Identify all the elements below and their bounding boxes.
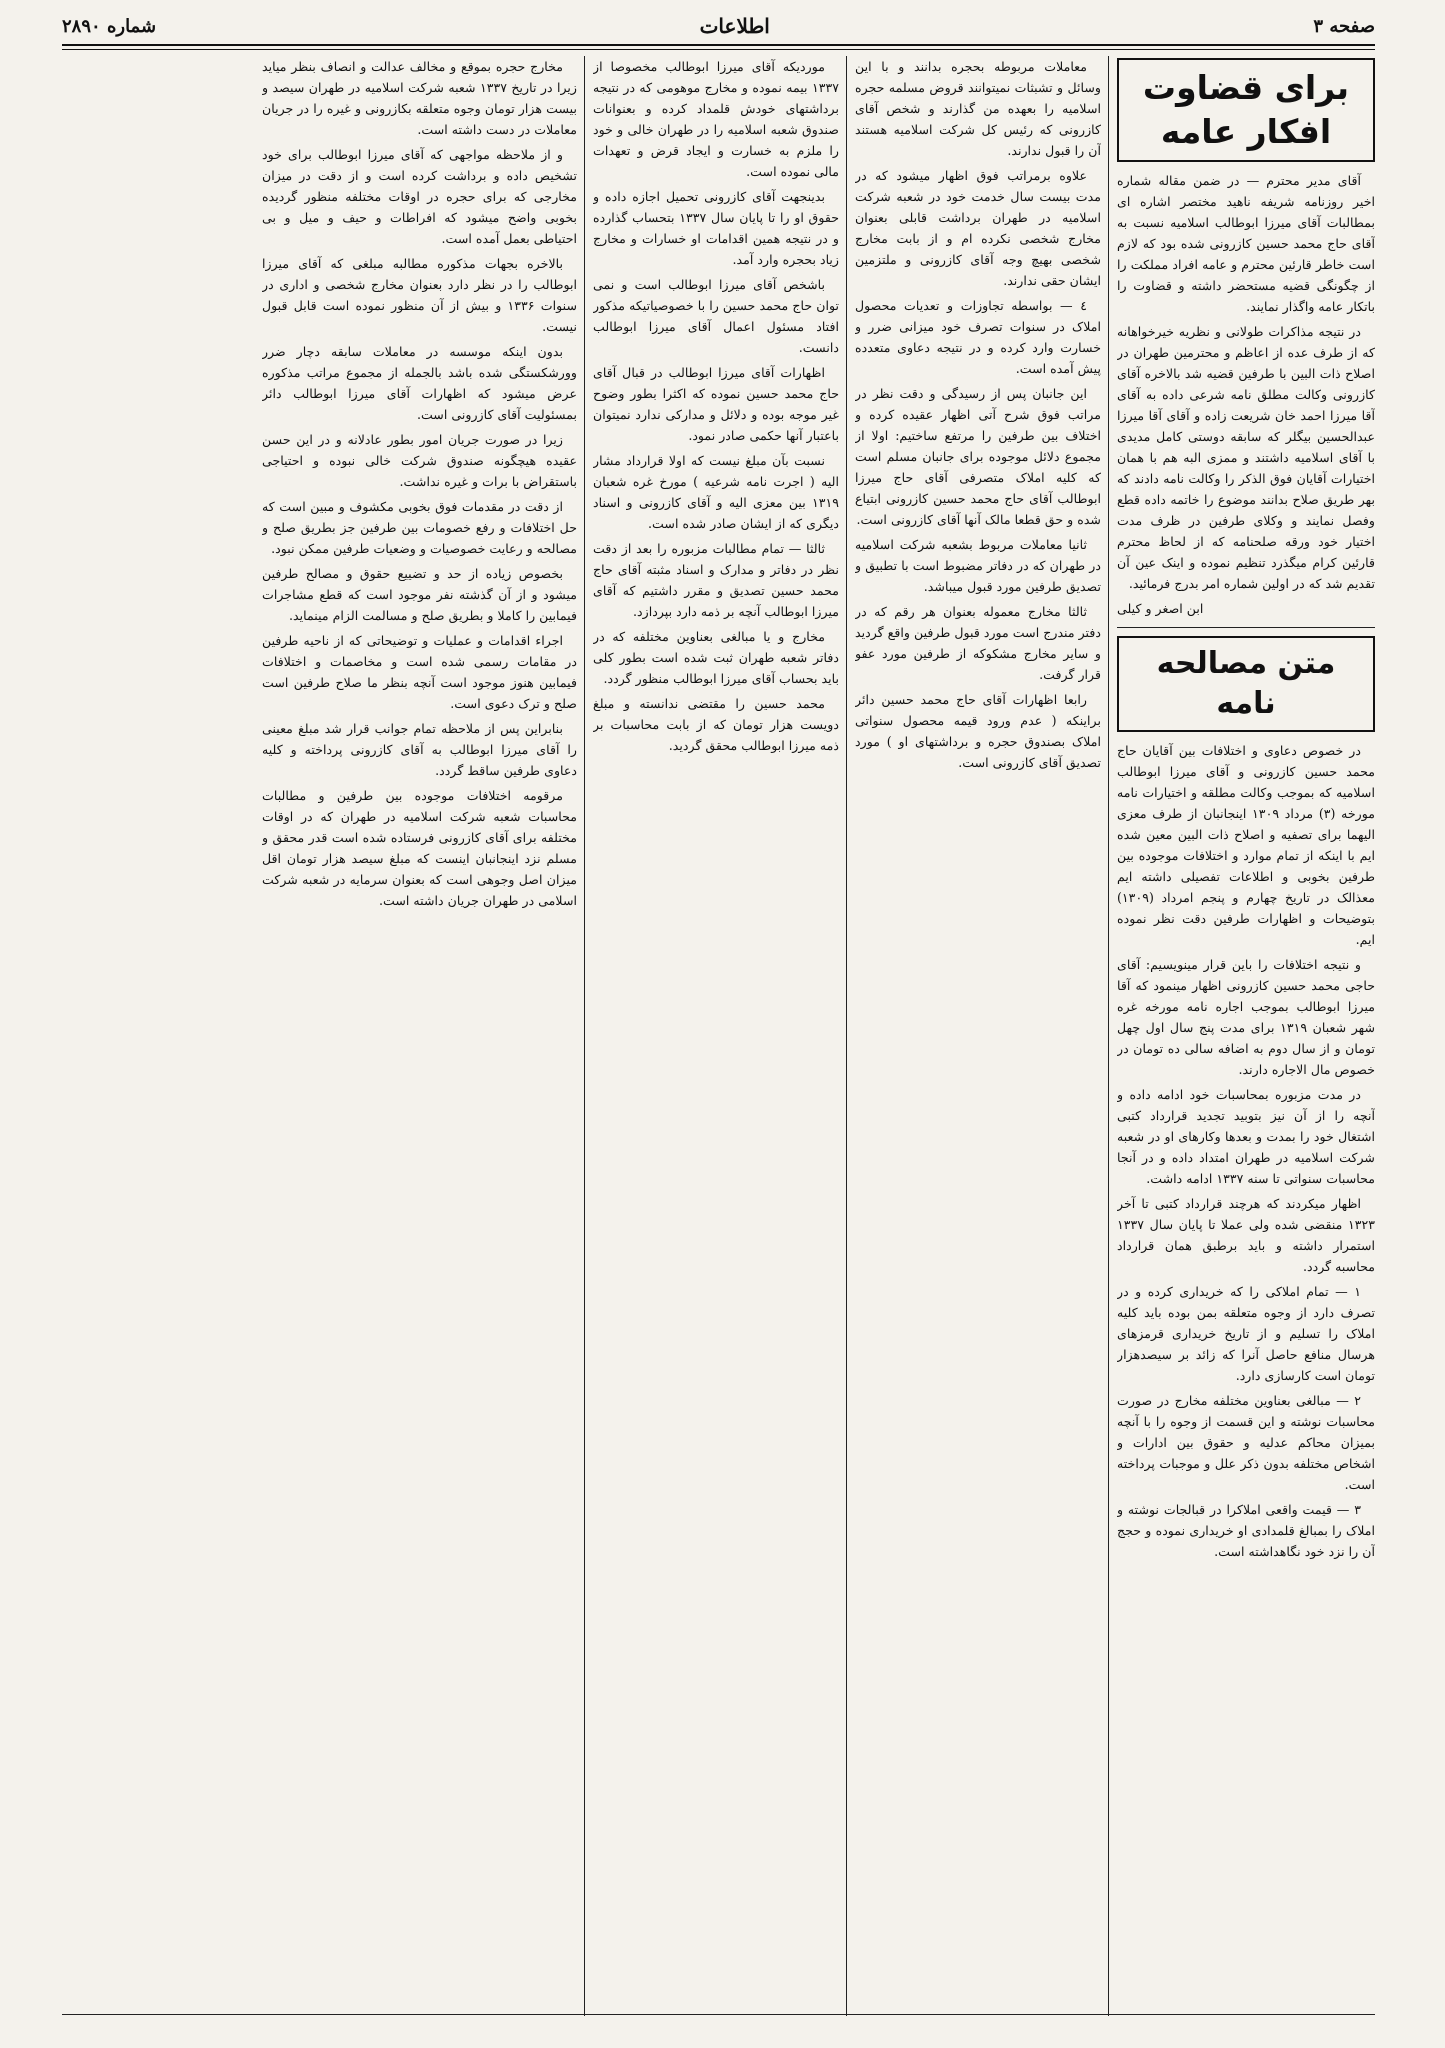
article-4-paragraph: نسبت بآن مبلغ نیست که اولا قرارداد مشار الیه ( اجرت نامه شرعیه ) مورخ غره شعبان ۱۳۱۹ بین معزی الیه و آقای کازرونی و اسناد دیگری که از ایشان صادر شده است. [593,453,839,531]
article-3-paragraph: این جانبان پس از رسیدگی و دقت نظر در مراتب فوق شرح آتی اظهار عقیده کرده و اختلاف بین طرفین را مرتفع ساختیم: اولا از مجموع دلائل موجوده برای جانبان مسلم است که کلیه املاک متصرفی آقای حاج میرزا ابوطالب آقای حاج محمد حسین کازرونی ابتیاع شده و حق قطعا مالک آنها آقای کازرونی است. [855,386,1101,527]
article-4-paragraph: مخارج و یا مبالغی بعناوین مختلفه که در دفاتر شعبه طهران ثبت شده است بطور کلی باید بحساب آقای میرزا ابوطالب منظور گردد. [593,629,839,686]
footer-rule [62,2014,1375,2015]
article-1-paragraph: آقای مدیر محترم — در ضمن مقاله شماره اخیر روزنامه شریفه ناهید مختصر اشاره ای بمطالبات آقای میرزا ابوطالب اسلامیه نسبت به آقای حاج محمد حسین کازرونی شده بود که لازم است خاطر قارئین محترم و عامه افراد مملکت را از چگونگی قضیه مستحضر داشته و قضاوت را باتکار عامه واگذار نمایند. [1117,173,1375,314]
article-5-paragraph: مخارج حجره بموقع و مخالف عدالت و انصاف بنظر میاید زیرا در تاریخ ۱۳۳۷ شعبه شرکت اسلامیه در طهران سیصد و بیست هزار تومان وجوه متعلقه بکازرونی و غیره را در جریان معاملات در دست داشته است. [262,59,577,137]
article-1-signature: ابن اصغر و کیلی [1117,601,1204,616]
header-rule-thin [62,49,1375,50]
article-2-paragraph: ۳ — قیمت واقعی املاکرا در قبالجات نوشته و املاک را بمبالغ قلمدادی او خریداری نموده و حجج آن را نزد خود نگاهداشته است. [1117,1502,1375,1559]
article-5-paragraph: اجراء اقدامات و عملیات و توضیحاتی که از ناحیه طرفین در مقامات رسمی شده است و مخاصمات و اختلافات فیمابین هنوز موجود است آنچه بنظر ما صلاح طرفین است صلح و ترک دعوی است. [262,633,577,711]
column-divider [1108,56,1109,2016]
column-2 [855,56,1101,2006]
article-3-paragraph: معاملات مربوطه بحجره بدانند و با این وسائل و تشبثات نمیتوانند قروض مسلمه حجره اسلامیه را بعهده من گذارند و شخص آقای کازرونی که رئیس کل شرکت اسلامیه هستند آن را قبول ندارند. [855,59,1101,158]
article-3-paragraph: رابعا اظهارات آقای حاج محمد حسین دائر براینکه ( عدم ورود قیمه محصول سنواتی املاک بصندوق حجره و برداشتهای او ) مورد تصدیق آقای کازرونی است. [855,692,1101,770]
article-5-paragraph: بخصوص زیاده از حد و تضییع حقوق و مصالح طرفین میشود و از آن گذشته نفر موجود است که قطع مشاجرات فیمابین را کاملا و بطریق صلح و مسالمت الزام مینماید. [262,566,577,623]
column-3 [593,56,839,2006]
article-5-paragraph: بالاخره بجهات مذکوره مطالبه مبلغی که آقای میرزا ابوطالب را در نظر دارد بعنوان مخارج شخصی و اداری در سنوات ۱۳۳۶ و بیش از آن منظور نموده است قابل قبول نیست. [262,256,577,334]
article-2-title: متن مصالحه نامه [1117,636,1375,732]
article-5-paragraph: مرقومه اختلافات موجوده بین طرفین و مطالبات محاسبات شعبه شرکت اسلامیه در طهران که در اوقات مختلفه برای آقای کازرونی فرستاده شده است قدر محقق و مسلم نزد اینجانبان اینست که مبلغ سیصد هزار تومان اقل میزان اصل وجوهی است که بعنوان سرمایه در شعبه شرکت اسلامی در طهران جریان داشته است. [262,788,577,908]
column-1 [1117,56,1375,2006]
article-3-paragraph: ثانیا معاملات مربوط بشعبه شرکت اسلامیه در طهران که در دفاتر مضبوط است با تطبیق و تصدیق طرفین مورد قبول میباشد. [855,537,1101,594]
page-header [62,14,1375,38]
article-4-paragraph: محمد حسین را مقتضی ندانسته و مبلغ دویست هزار تومان که از بابت محاسبات بر ذمه میرزا ابوطالب محقق گردید. [593,696,839,753]
column-divider [584,56,585,2016]
article-2-paragraph: در مدت مزبوره بمحاسبات خود ادامه داده و آنچه را از آن نیز بتوبید تجدید قرارداد کتبی اشتغال خود را بمدت و بعدها وکارهای او در شعبه شرکت اسلامیه در طهران امتداد داده و در آنجا محاسبات سنواتی تا سنه ۱۳۳۷ ادامه داشت. [1117,1087,1375,1186]
article-4-paragraph: باشخص آقای میرزا ابوطالب است و نمی توان حاج محمد حسین را با خصوصیاتیکه مذکور افتاد مسئول اعمال آقای میرزا ابوطالب دانست. [593,277,839,355]
article-2-paragraph: در خصوص دعاوی و اختلافات بین آقایان حاج محمد حسین کازرونی و آقای میرزا ابوطالب اسلامیه که بموجب وکالت مطلقه و اختیارات نامه مورخه (۳) مرداد ۱۳۰۹ اینجانبان از طرف معزی الیهما برای تصفیه و اصلاح ذات البین معین شده ایم با اینکه از تمام موارد و اختلافات موجوده بین طرفین بخوبی و اطلاعات تفصیلی داشته ایم معذالک در تاریخ چهارم و پنجم امرداد (۱۳۰۹) بتوضیحات و اظهارات طرفین دقت نظر نموده ایم. [1117,743,1375,947]
article-5-paragraph: بدون اینکه موسسه در معاملات سابقه دچار ضرر وورشکستگی شده باشد بالجمله از مجموع مراتب مذکوره عرض میشود که اظهارات آقای میرزا ابوطالب دائر بمسئولیت آقای کازرونی است. [262,344,577,422]
article-4-paragraph: اظهارات آقای میرزا ابوطالب در قبال آقای حاج محمد حسین نموده که اکثرا بطور وضوح غیر موجه بوده و دلائل و مدارکی ندارد نمیتوان باعتبار آنها حکمی صادر نمود. [593,365,839,443]
article-4-paragraph: موردیکه آقای میرزا ابوطالب مخصوصا از ۱۳۳۷ بیمه نموده و مخارج موهومی که در نتیجه برداشتهای خودش قلمداد کرده و بعنوانات صندوق شعبه اسلامیه را در طهران خالی و خود را ملزم به خسارت و ایجاد قرض و تعهدات مالی نموده است. [593,59,839,179]
article-2-paragraph: و نتیجه اختلافات را باین قرار مینویسیم: آقای حاجی محمد حسین کازرونی اظهار مینمود که آقا میرزا ابوطالب بموجب اجاره نامه مورخه غره شهر شعبان ۱۳۱۹ برای مدت پنج سال اول چهل تومان و از سال دوم به اضافه سالی ده تومان در خصوص مال الاجاره دارند. [1117,957,1375,1077]
issue-number: شماره ۲۸۹۰ [62,15,157,37]
article-5-paragraph: بنابراین پس از ملاحظه تمام جوانب قرار شد مبلغ معینی را آقای میرزا ابوطالب به آقای کازرونی پرداخته و کلیه دعاوی طرفین ساقط گردد. [262,721,577,778]
article-4-paragraph: ثالثا — تمام مطالبات مزبوره را بعد از دقت نظر در دفاتر و مدارک و اسناد مثبته آقای حاج محمد حسین تصدیق و مقرر داشتیم که آقای میرزا ابوطالب آنچه بر ذمه دارد بپردازد. [593,541,839,619]
article-2-paragraph: ۲ — مبالغی بعناوین مختلفه مخارج در صورت محاسبات نوشته و این قسمت از وجوه را با آنچه بمیزان محاکم عدلیه و حقوق بین ادارات و اشخاص مختلفه بدون ذکر علل و موجبات پرداخته است. [1117,1393,1375,1492]
page-number: صفحه ۳ [1313,15,1375,37]
article-5-paragraph: زیرا در صورت جریان امور بطور عادلانه و در این حسن عقیده هیچگونه صندوق شرکت خالی نبوده و احتیاجی باستقراض با برات و غیره نداشت. [262,432,577,489]
article-1-paragraph: در نتیجه مذاکرات طولانی و نظریه خیرخواهانه که از طرف عده از اعاظم و محترمین طهران در اصلاح ذات البین با طرفین قضیه شد بالاخره آقای کازرونی وکالت مطلق نامه شرعی داده به آقای آقا میرزا احمد خان شریعت زاده و آقای آقا میرزا عبدالحسین بیگلر که سابقه دوستی کامل مدیدی با آقای اسلامیه داشتند و ممزی البه هم با همان اختیارات آقایان فوق الذکر را وکالت نامه دادند که بهر طریق صلاح بدانند موضوع را خاتمه داده قطع وفصل نمایند و وکلای طرفین در ظرف مدت اختیار خود ورقه صلحنامه که از لحاظ محترم قارئین کرام میگذرد تنظیم نموده و اینک عین آن تقدیم شد که در اولین شماره امر بدرج فرمائید. [1117,324,1375,591]
article-3-paragraph: ٤ — بواسطه تجاوزات و تعدیات محصول املاک در سنوات تصرف خود میزانی ضرر و خسارت وارد کرده و در نتیجه دعاوی متعدده پیش آمده است. [855,298,1101,376]
article-3-paragraph: علاوه برمراتب فوق اظهار میشود که در مدت بیست سال خدمت خود در شعبه شرکت اسلامیه در طهران برداشت قابلی بعنوان مخارج شخصی نکرده ام و از بابت مخارج شخصی بهیچ وجه آقای کازرونی و ملتزمین ایشان حقی ندارند. [855,168,1101,288]
article-2-paragraph: اظهار میکردند که هرچند قرارداد کتبی تا آخر ۱۳۲۳ منقضی شده ولی عملا تا پایان سال ۱۳۳۷ استمرار داشته و باید برطبق همان قرارداد محاسبه گردد. [1117,1196,1375,1274]
column-divider [846,56,847,2016]
article-4-paragraph: بدینجهت آقای کازرونی تحمیل اجازه داده و حقوق او را تا پایان سال ۱۳۳۷ بتحساب گذارده و در نتیجه همین اقدامات او خسارات و مخارج زیاد بحجره وارد آمد. [593,189,839,267]
header-rule [62,44,1375,46]
article-2-paragraph: ۱ — تمام املاکی را که خریداری کرده و در تصرف دارد از وجوه متعلقه بمن بوده باید کلیه املاک را تسلیم و از تاریخ خریداری قرمزهای هرسال منافع حاصل آنرا که زائد بر سیصدهزار تومان است کارسازی دارد. [1117,1284,1375,1383]
article-5-paragraph: و از ملاحظه مواجهی که آقای میرزا ابوطالب برای خود تشخیص داده و برداشت کرده است و از دقت در میزان مخارجی که برای حجره در اوقات مختلفه منظور گردیده بخوبی واضح میشود که افراطات و حیف و میل و بی احتیاطی بعمل آمده است. [262,147,577,246]
article-5-paragraph: از دقت در مقدمات فوق بخوبی مکشوف و مبین است که حل اختلافات و رفع خصومات بین طرفین جز بطریق صلح و مصالحه و رعایت خصوصیات و وضعیات طرفین ممکن نبود. [262,499,577,556]
column-4 [262,56,577,2006]
article-separator [1117,627,1375,628]
newspaper-name: اطلاعات [699,14,770,38]
article-3-paragraph: ثالثا مخارج معموله بعنوان هر رقم که در دفتر مندرج است مورد قبول طرفین واقع گردید و سایر مخارج مشکوکه از طرفین مورد عفو قرار گرفت. [855,604,1101,682]
article-1-title: برای قضاوت افکار عامه [1117,58,1375,162]
